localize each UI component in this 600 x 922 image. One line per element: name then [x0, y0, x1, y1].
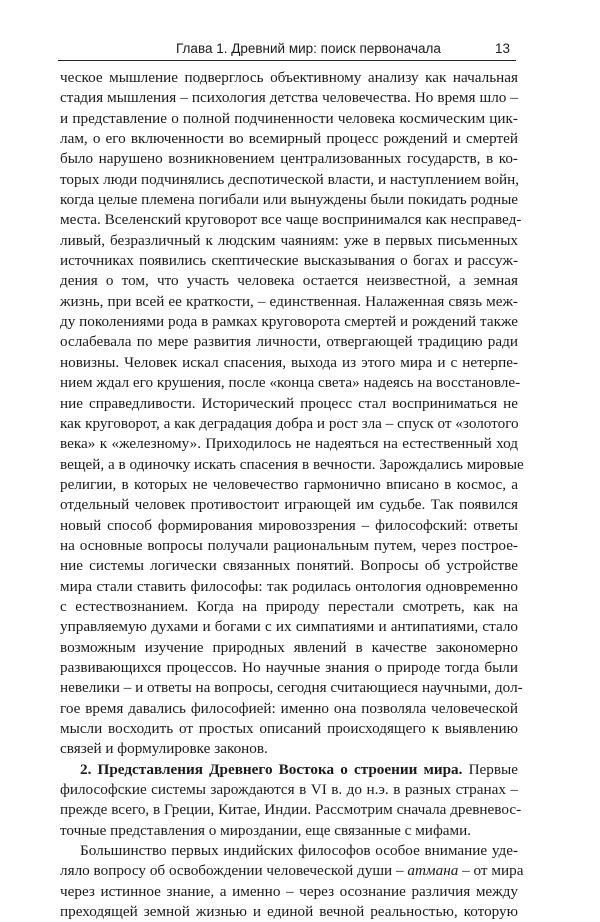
- paragraph-1-line: мира стали ставить философы: так родилась онтология одновременно: [60, 577, 518, 595]
- paragraph-1-line: с естествознанием. Когда на природу перестали смотреть, как на: [60, 597, 518, 615]
- paragraph-1-line: развивающихся процессов. Но научные знания о природе тогда были: [60, 658, 518, 676]
- paragraph-1-line: религии, в которых не человечество гармонично вписано в космос, а: [60, 475, 518, 493]
- paragraph-1-line: как круговорот, а как деградация добра и рост зла – спуск от «золотого: [60, 414, 519, 432]
- paragraph-1-line: жизнь, при всей ее краткости, – единственная. Налаженная связь меж-: [60, 292, 518, 310]
- paragraph-1-line: было нарушено возникновением централизованных государств, в ко-: [60, 150, 518, 168]
- section-2-line-3: прежде всего, в Греции, Китае, Индии. Рассмотрим сначала древневос-: [60, 801, 522, 819]
- paragraph-1-line: ние справедливости. Исторический процесс стал восприниматься не: [60, 394, 518, 412]
- atman-term: атмана: [407, 862, 459, 880]
- paragraph-1-line: ние системы логически связанных понятий. Вопросы об устройстве: [60, 557, 518, 575]
- paragraph-1-line: ливый, безразличный к людским чаяниям: уже в первых письменных: [60, 231, 518, 249]
- paragraph-1-line: ослабевала по мере развития личности, отвергающей традицию ради: [60, 333, 518, 351]
- paragraph-1-line: стадия мышления – психология детства человечества. Но время шло –: [60, 89, 518, 107]
- paragraph-1-line: отдельный человек противостоит играющей им судьбе. Так появился: [60, 496, 518, 514]
- paragraph-1-line: дения о том, что участь человека остается неизвестной, а земная: [60, 272, 518, 290]
- paragraph-1-line: новизны. Человек искал спасения, выхода из этого мира и с нетерпе-: [60, 353, 518, 371]
- section-2-line-2: философские системы зарождаются в VI в. до н.э. в разных странах –: [60, 781, 518, 799]
- section-2-title: 2. Представления Древнего Востока о строении мира.: [80, 760, 463, 778]
- header-rule: [58, 60, 516, 61]
- paragraph-1-line: когда целые племена погибали или вынуждены были покидать родные: [60, 191, 519, 209]
- paragraph-3-line-2-end: – от мира: [458, 862, 524, 880]
- paragraph-1-line: на основные вопросы получали рациональным путем, через построе-: [60, 536, 518, 554]
- paragraph-1-line: невелики – и ответы на вопросы, сегодня считающиеся научными, дол-: [60, 679, 523, 697]
- paragraph-1-line: ческое мышление подверглось объективному анализу как начальная: [60, 69, 518, 86]
- section-2-heading-line: [60, 760, 518, 780]
- paragraph-1-line: источниках появились скептические высказывания о богах и рассуж-: [60, 252, 518, 270]
- paragraph-1-line: возможным изучение природных явлений в качестве закономерно: [60, 638, 518, 656]
- body-text: [60, 68, 524, 922]
- paragraph-1-line: нием ждал его крушения, после «конца света» надеясь на восстановле-: [60, 374, 521, 392]
- page-number: 13: [494, 41, 510, 56]
- paragraph-1-line: управляемую духами и богами с их симпатиями и антипатиями, стало: [60, 618, 518, 636]
- paragraph-3-line-1: Большинство первых индийских философов особое внимание уде-: [80, 842, 518, 860]
- section-2-line-4: точные представления о мироздании, еще связанные с мифами.: [60, 821, 472, 839]
- paragraph-3-line-2: [60, 861, 524, 881]
- paragraph-1-line: ду поколениями рода в рамках круговорота смертей и рождений также: [60, 313, 518, 331]
- paragraph-3-line-2-start: ляло вопросу об освобождении человеческой души –: [60, 862, 408, 880]
- paragraph-1-line: гое время давались философией: именно она позволяла человеческой: [60, 699, 518, 717]
- paragraph-1-line: века» к «железному». Приходилось не надеяться на естественный ход: [60, 435, 518, 453]
- paragraph-1: [60, 68, 524, 760]
- paragraph-1-line: мысли восходить от простых описаний происходящего к выявлению: [60, 720, 518, 737]
- running-header: [58, 40, 558, 58]
- paragraph-1-line: места. Вселенский круговорот все чаще воспринимался как несправед-: [60, 211, 522, 229]
- paragraph-3-line-3: через истинное знание, а именно – через осознание различия между: [60, 882, 518, 900]
- paragraph-3-line-4: преходящей земной жизнью и единой вечной реальностью, которую: [60, 903, 518, 921]
- section-2-line-1: Первые: [462, 760, 519, 778]
- paragraph-1-line: новый способ формирования мировоззрения – философский: ответы: [60, 516, 518, 534]
- paragraph-1-line: вещей, а в одиночку искать спасения в вечности. Зарождались мировые: [60, 455, 524, 473]
- paragraph-1-line: торых люди подчинялись деспотической власти, и наступлением войн,: [60, 170, 520, 188]
- paragraph-1-line: и представление о полной подчиненности человека космическим цик-: [60, 109, 518, 127]
- paragraph-1-line: лам, о его включенности во всемирный процесс рождений и смертей: [60, 130, 518, 148]
- running-title: Глава 1. Древний мир: поиск первоначала: [176, 41, 441, 56]
- paragraph-1-line: связей и формулировке законов.: [60, 740, 268, 758]
